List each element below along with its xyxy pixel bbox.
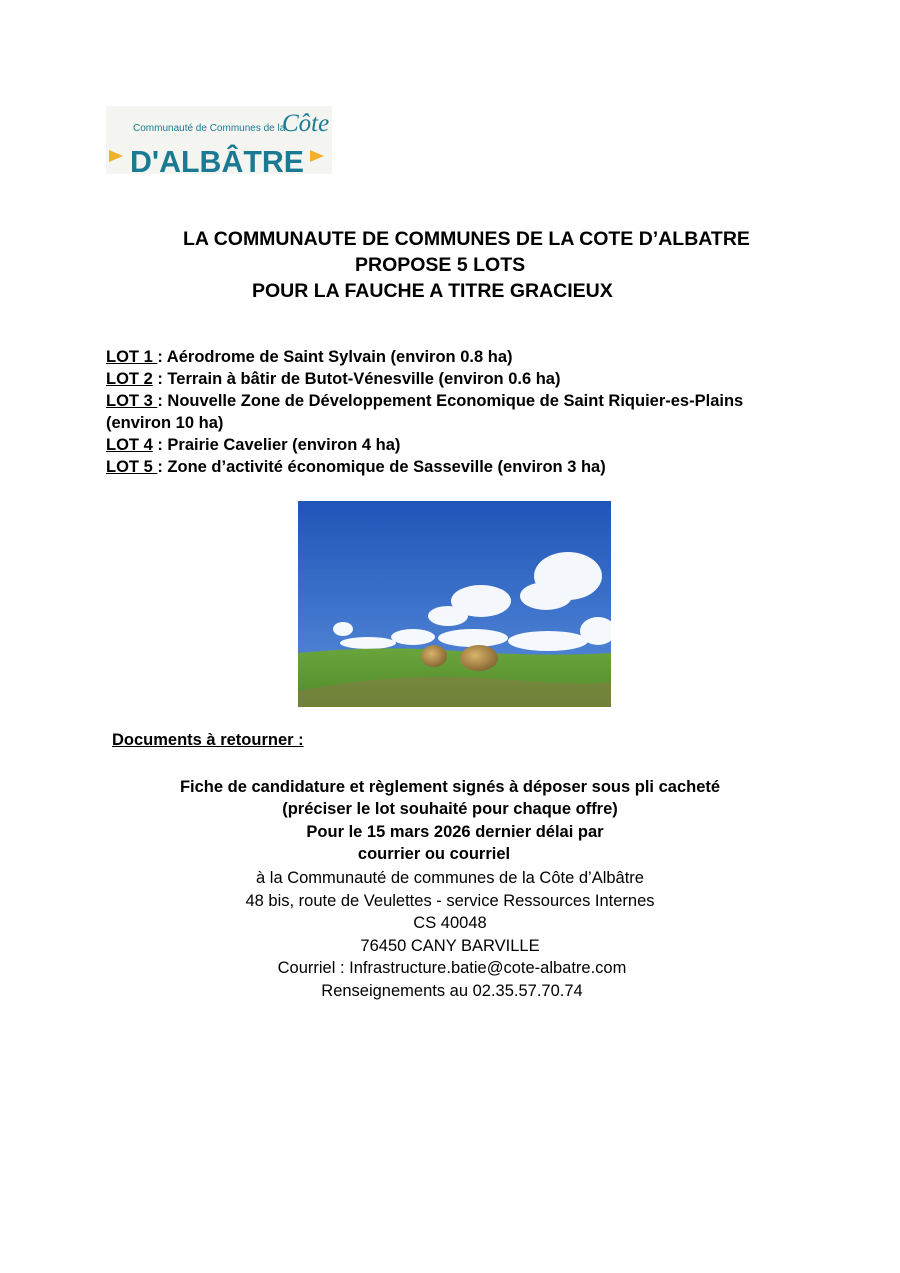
- logo-left-triangle: [109, 150, 123, 162]
- logo-line1: Communauté de Communes de la: [133, 123, 286, 134]
- lot-key: LOT 3: [106, 392, 158, 410]
- phone-line: Renseignements au 02.35.57.70.74: [321, 982, 583, 1000]
- hay-bale-left: [421, 645, 447, 667]
- lot-item: [106, 346, 806, 368]
- documents-heading: Documents à retourner :: [112, 731, 304, 749]
- logo-right-triangle: [310, 150, 324, 162]
- documents-line: courrier ou courriel: [357, 845, 511, 863]
- documents-line: Fiche de candidature et règlement signés à déposer sous pli cacheté: [179, 778, 721, 796]
- address-line: à la Communauté de communes de la Côte d’Albâtre: [256, 869, 644, 887]
- lot-description: : Nouvelle Zone de Développement Economique de Saint Riquier-es-Plains (environ 10 ha): [106, 392, 744, 432]
- lot-item: [106, 434, 806, 456]
- lot-description: : Terrain à bâtir de Butot-Vénesville (environ 0.6 ha): [152, 370, 561, 388]
- title-line-3: POUR LA FAUCHE A TITRE GRACIEUX: [252, 280, 613, 302]
- documents-line: (préciser le lot souhaité pour chaque offre): [282, 800, 618, 818]
- lot-item: [106, 368, 806, 390]
- title-line-2: PROPOSE 5 LOTS: [355, 254, 526, 276]
- lot-item: [106, 456, 806, 478]
- address-line: 76450 CANY BARVILLE: [360, 937, 540, 955]
- logo: [106, 106, 332, 174]
- address-line: CS 40048: [413, 914, 487, 932]
- lot-item: [106, 390, 766, 434]
- lot-key: LOT 2: [106, 370, 153, 388]
- lot-description: : Zone d’activité économique de Sasseville (environ 3 ha): [157, 458, 606, 476]
- lot-key: LOT 1: [106, 348, 158, 366]
- hay-bales-photo: [298, 501, 611, 707]
- lots-list: [106, 346, 806, 478]
- lot-description: : Aérodrome de Saint Sylvain (environ 0.8 ha): [157, 348, 513, 366]
- photo-illustration: [298, 501, 611, 707]
- logo-graphic: [106, 106, 332, 174]
- title-line-1: LA COMMUNAUTE DE COMMUNES DE LA COTE D’ALBATRE: [183, 228, 750, 250]
- hay-bale-right: [460, 645, 498, 671]
- address-line: 48 bis, route de Veulettes - service Ressources Internes: [245, 892, 655, 910]
- lot-description: : Prairie Cavelier (environ 4 ha): [152, 436, 401, 454]
- documents-line: Pour le 15 mars 2026 dernier délai par: [306, 823, 604, 841]
- lot-key: LOT 5: [106, 458, 158, 476]
- logo-albatre: D'ALBÂTRE: [130, 144, 308, 174]
- lot-key: LOT 4: [106, 436, 153, 454]
- logo-cote: Côte: [282, 110, 330, 137]
- email-line: Courriel : Infrastructure.batie@cote-albatre.com: [277, 959, 627, 977]
